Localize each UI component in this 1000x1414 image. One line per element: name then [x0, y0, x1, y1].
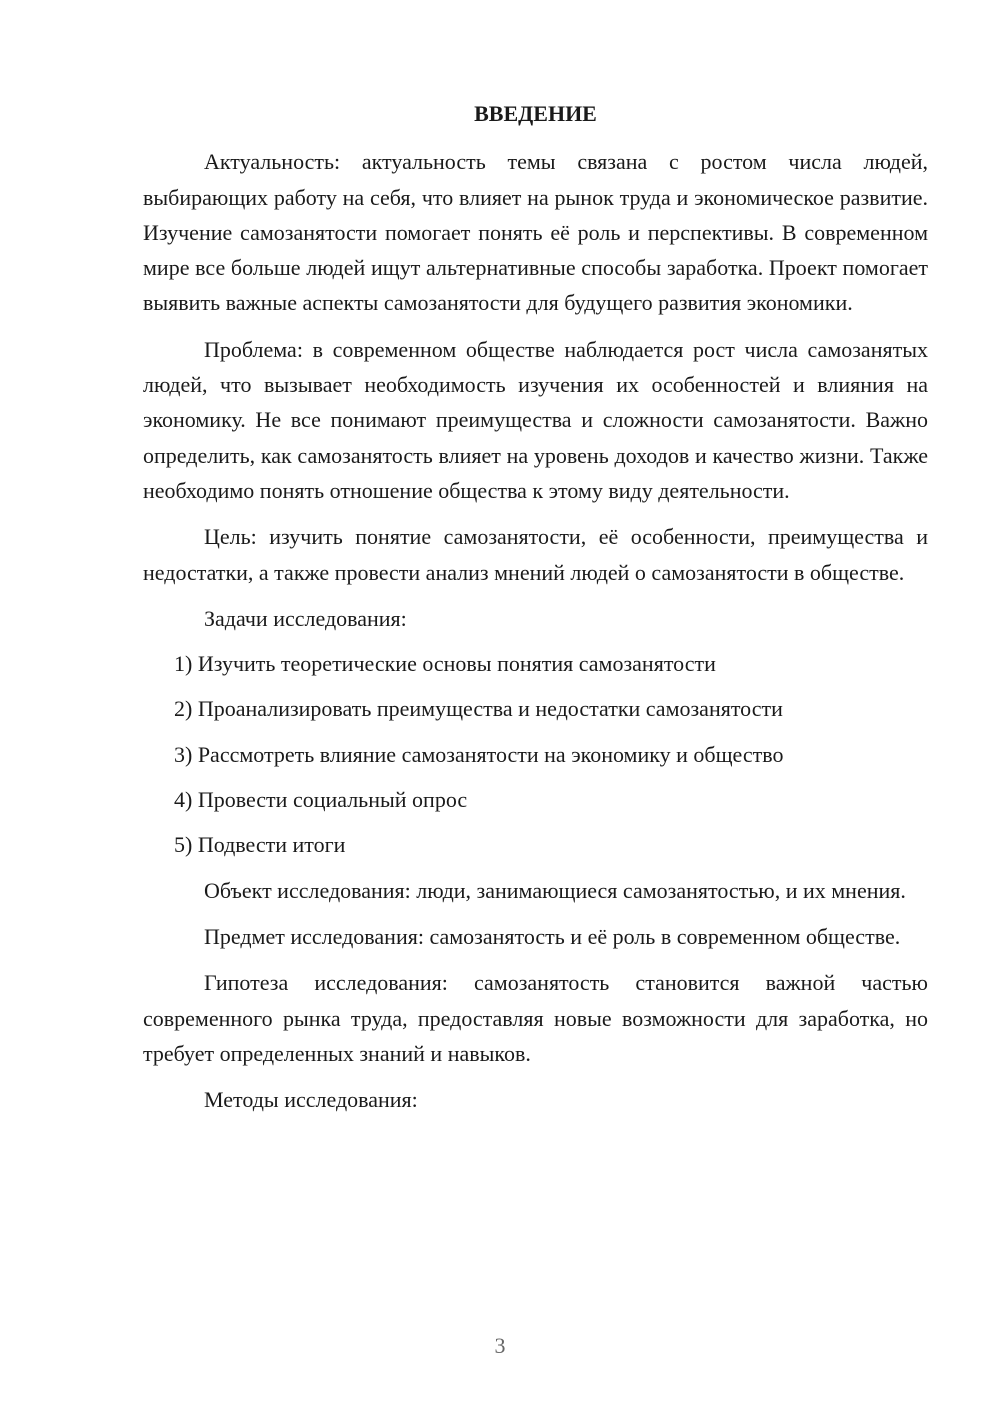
subject-paragraph: Предмет исследования: самозанятость и её роль в современном обществе.: [204, 923, 901, 949]
document-page: [143, 96, 928, 1127]
object-paragraph: Объект исследования: люди, занимающиеся самозанятостью, и их мнения.: [204, 877, 906, 903]
relevance-paragraph: Актуальность: актуальность темы связана с ростом числа людей, выбирающих работу на себя, что влияет на рынок труда и экономическое развитие. Изучение самозанятости помогает понять её роль и перспективы. В современном мире все больше людей ищут альтернативные способы заработка. Проект помогает выявить важные аспекты самозанятости для будущего развития экономики.: [143, 149, 928, 316]
tasks-list: [143, 646, 928, 862]
tasks-label: Задачи исследования:: [204, 605, 407, 631]
page-number: 3: [494, 1333, 506, 1358]
task-item: 5) Подвести итоги: [174, 832, 346, 858]
task-item: 2) Проанализировать преимущества и недостатки самозанятости: [174, 696, 783, 722]
goal-paragraph: Цель: изучить понятие самозанятости, её особенности, преимущества и недостатки, а также провести анализ мнений людей о самозанятости в обществе.: [143, 524, 928, 585]
methods-label: Методы исследования:: [204, 1087, 418, 1113]
problem-paragraph: Проблема: в современном обществе наблюдается рост числа самозанятых людей, что вызывает необходимость изучения их особенностей и влияния на экономику. Не все понимают преимущества и сложности самозанятости. Важно определить, как самозанятость влияет на уровень доходов и качество жизни. Также необходимо понять отношение общества к этому виду деятельности.: [143, 336, 928, 503]
task-item: 3) Рассмотреть влияние самозанятости на экономику и общество: [174, 741, 784, 767]
task-item: 4) Провести социальный опрос: [174, 787, 468, 813]
task-item: 1) Изучить теоретические основы понятия самозанятости: [174, 651, 716, 677]
section-title: ВВЕДЕНИЕ: [474, 101, 597, 126]
hypothesis-paragraph: Гипотеза исследования: самозанятость становится важной частью современного рынка труда, предоставляя новые возможности для заработка, но требует определенных знаний и навыков.: [143, 970, 928, 1066]
